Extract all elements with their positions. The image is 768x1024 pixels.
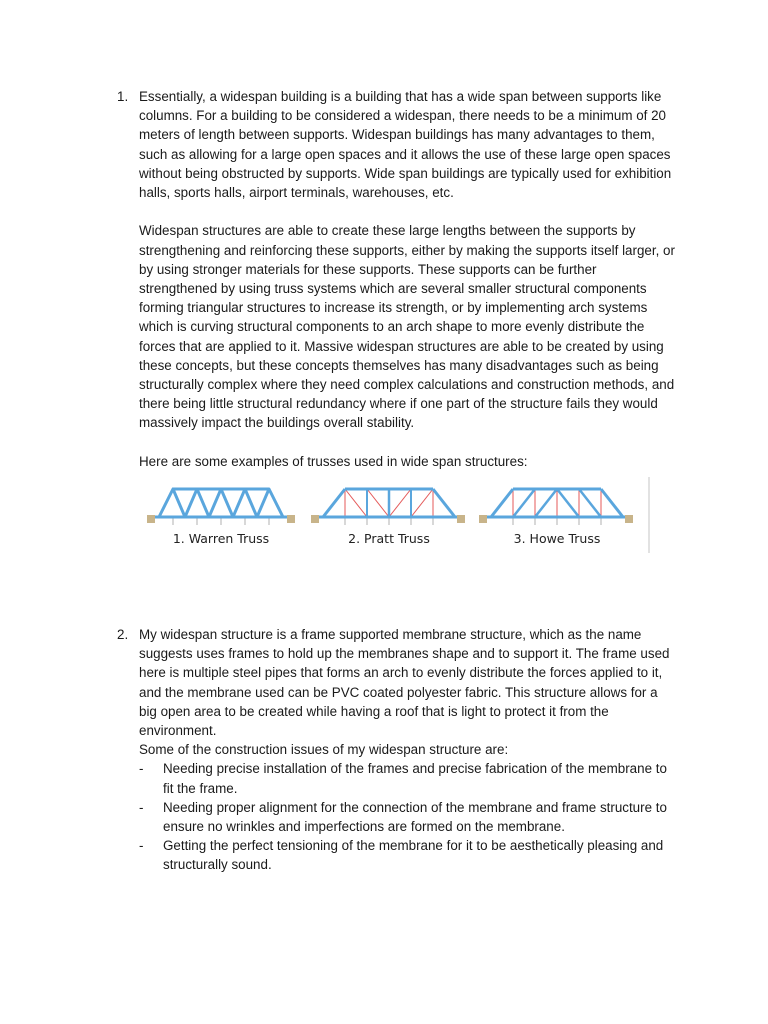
paragraph-widespan-definition: Essentially, a widespan building is a building that has a wide span between supports like columns. For a building to be considered a widespan, there needs to be a minimum of 20 meters of length between supports. Widespan buildings has many advantages to them, such as allowing for a large open spaces and it allows the use of these large open spaces without being obstructed by supports. Wide span buildings are typically used for exhibition halls, sports halls, airport terminals, warehouses, etc. bbox=[139, 89, 672, 201]
end-post bbox=[491, 489, 513, 517]
support-right bbox=[287, 515, 295, 523]
warren-web bbox=[159, 489, 283, 517]
list-item-2 bbox=[117, 625, 677, 875]
howe-truss-diagram bbox=[479, 489, 633, 546]
paragraph-truss-intro: Here are some examples of trusses used in wide span structures: bbox=[139, 453, 528, 469]
issues-list bbox=[139, 759, 677, 874]
support-left bbox=[479, 515, 487, 523]
support-left bbox=[147, 515, 155, 523]
support-right bbox=[457, 515, 465, 523]
pratt-truss-diagram bbox=[311, 489, 465, 546]
paragraph-widespan-structures: Widespan structures are able to create these large lengths between the supports by strengthening and reinforcing these supports, either by making the supports itself larger, or by using stronger materials for these supports. These supports can be further strengthened by using truss systems which are several smaller structural components forming triangular structures to increase its strength, or by implementing arch systems which is curving structural components to an arch shape to more evenly distribute the forces that are applied to it. Massive widespan structures are able to be created by using these concepts, but these concepts themselves has many disadvantages such as being structurally complex where they need complex calculations and construction methods, and there being little structural redundancy where if one part of the structure fails they would massively impact the buildings overall stability. bbox=[139, 223, 675, 431]
list-item bbox=[139, 798, 677, 836]
diagonal bbox=[411, 489, 433, 517]
support-right bbox=[625, 515, 633, 523]
truss-caption-warren: 1. Warren Truss bbox=[172, 531, 270, 547]
dash-marker: - bbox=[139, 838, 144, 854]
list-number: 2. bbox=[117, 627, 129, 642]
diagonal bbox=[389, 489, 411, 517]
end-post bbox=[433, 489, 455, 517]
diagonal bbox=[513, 489, 535, 517]
issue-text: Needing precise installation of the frames and precise fabrication of the membrane to fit the frame. bbox=[163, 761, 667, 796]
list-item-1 bbox=[117, 87, 677, 553]
diagonal bbox=[557, 489, 579, 517]
issue-text: Getting the perfect tensioning of the membrane for it to be aesthetically pleasing and structurally sound. bbox=[163, 838, 664, 873]
end-post bbox=[601, 489, 623, 517]
list-number: 1. bbox=[117, 89, 129, 104]
list-item-body bbox=[139, 625, 677, 875]
paragraph-issues-intro: Some of the construction issues of my widespan structure are: bbox=[139, 742, 509, 758]
dash-marker: - bbox=[139, 799, 144, 815]
list-item bbox=[139, 836, 677, 874]
truss-figure bbox=[139, 477, 653, 553]
dash-marker: - bbox=[139, 761, 144, 777]
diagonal bbox=[535, 489, 557, 517]
diagonal bbox=[367, 489, 389, 517]
warren-truss-diagram bbox=[147, 489, 295, 546]
end-post bbox=[323, 489, 345, 517]
diagonal bbox=[579, 489, 601, 517]
truss-caption-howe: 3. Howe Truss bbox=[513, 531, 601, 547]
truss-diagram bbox=[139, 477, 653, 553]
paragraph-my-structure: My widespan structure is a frame supported membrane structure, which as the name suggests uses frames to hold up the membranes shape and to support it. The frame used here is multiple steel pipes that forms an arch to evenly distribute the forces applied to it, and the membrane used can be PVC coated polyester fabric. This structure allows for a big open area to be created while having a roof that is light to protect it from the environment. bbox=[139, 627, 670, 739]
list-item bbox=[139, 759, 677, 797]
issue-text: Needing proper alignment for the connection of the membrane and frame structure to ensure no wrinkles and imperfections are formed on the membrane. bbox=[163, 799, 667, 835]
diagonal bbox=[345, 489, 367, 517]
list-item-body bbox=[139, 87, 677, 553]
support-left bbox=[311, 515, 319, 523]
truss-caption-pratt: 2. Pratt Truss bbox=[348, 531, 430, 547]
